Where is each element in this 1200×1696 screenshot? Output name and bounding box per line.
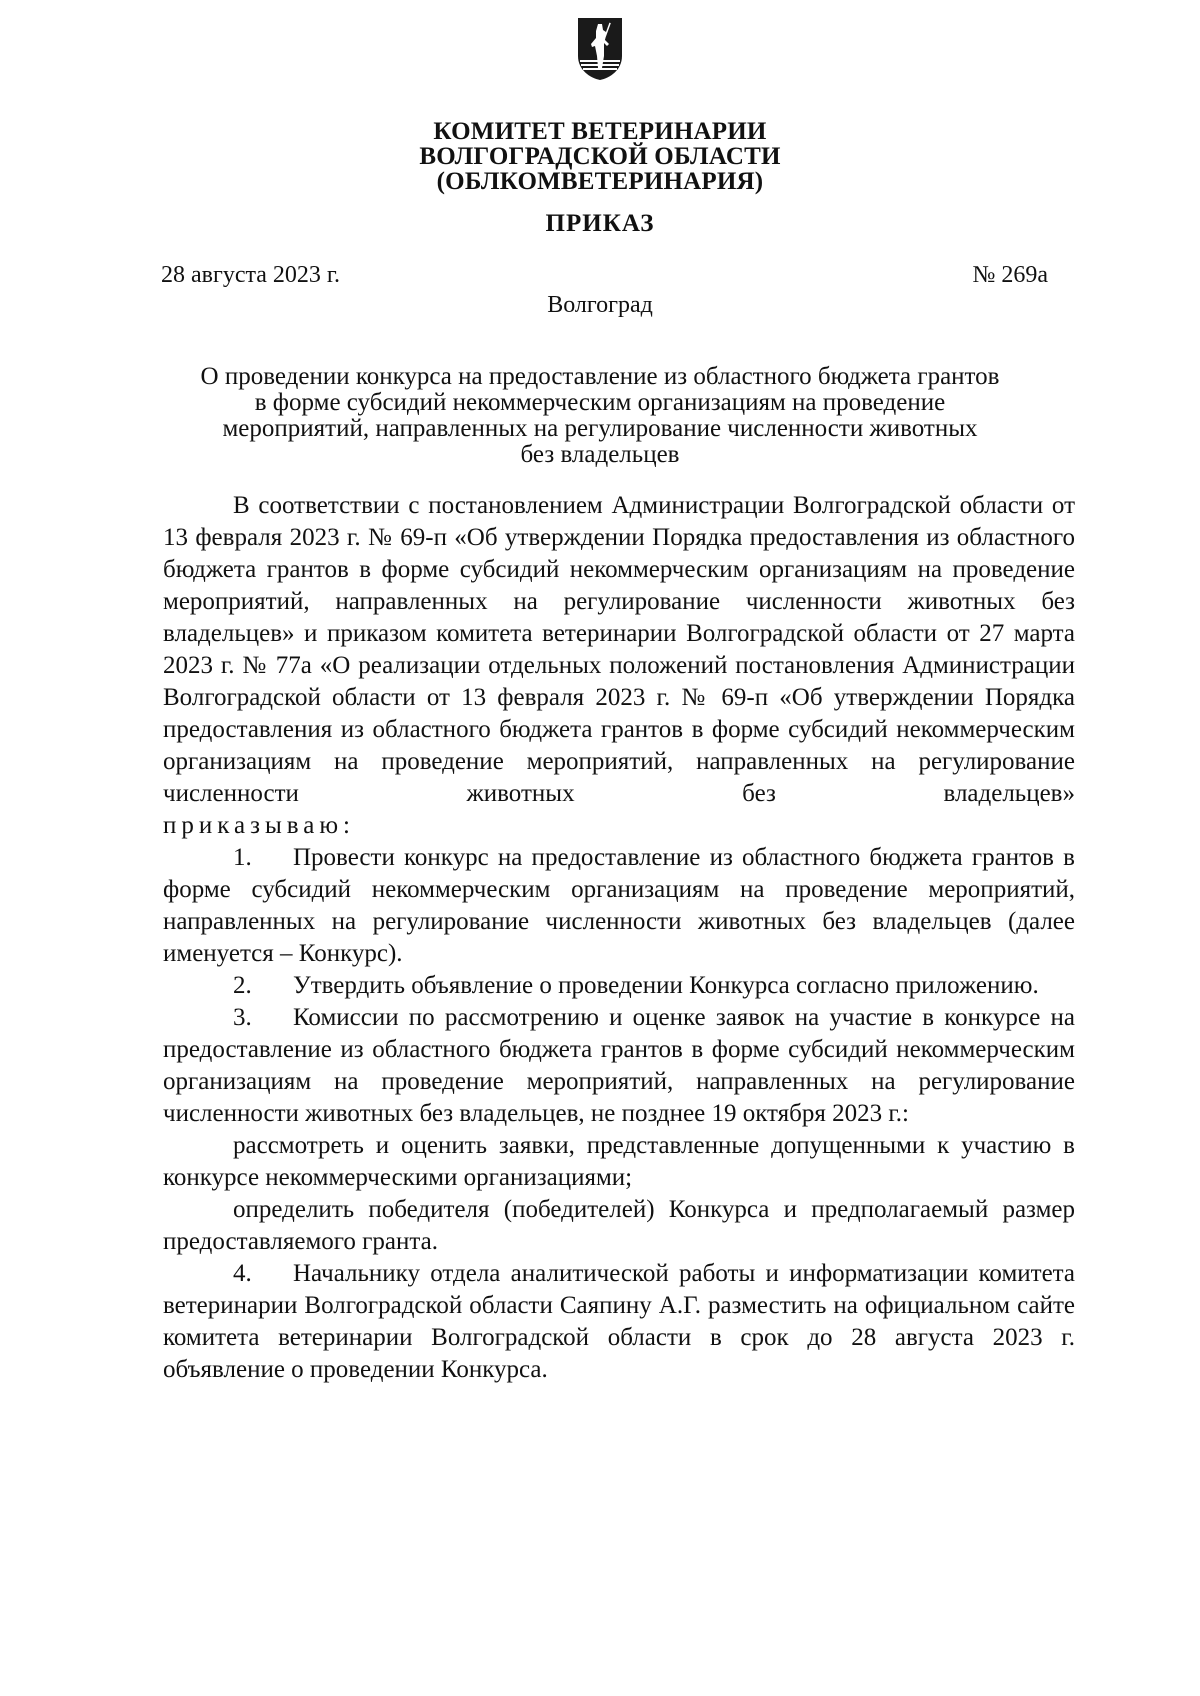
item-number: 4. bbox=[233, 1260, 252, 1287]
title-line: в форме субсидий некоммерческим организациям на проведение bbox=[254, 389, 946, 416]
order-item-1 bbox=[163, 842, 1075, 970]
item-text: Начальнику отдела аналитической работы и информатизации комитета ветеринарии Волгоградской области Саяпину А.Г. разместить на официальном сайте комитета ветеринарии Волгоградской области в срок до 28 августа 2023 г. объявление о проведении Конкурса. bbox=[163, 1260, 1075, 1383]
document-type: ПРИКАЗ bbox=[545, 210, 655, 237]
organization-name-line-2: ВОЛГОГРАДСКОЙ ОБЛАСТИ bbox=[419, 143, 781, 170]
organization-abbreviation: (ОБЛКОМВЕТЕРИНАРИЯ) bbox=[436, 168, 764, 195]
document-number: № 269а bbox=[972, 262, 1048, 288]
document-city: Волгоград bbox=[547, 292, 653, 318]
item-number: 1. bbox=[233, 844, 252, 871]
item-number: 2. bbox=[233, 972, 252, 999]
document-body bbox=[163, 490, 1075, 1386]
title-line: мероприятий, направленных на регулирование численности животных bbox=[222, 415, 978, 442]
sub-item: рассмотреть и оценить заявки, представленные допущенными к участию в конкурсе некоммерческими организациями; bbox=[163, 1132, 1075, 1191]
coat-of-arms-icon bbox=[576, 16, 624, 82]
item-text: Утвердить объявление о проведении Конкурса согласно приложению. bbox=[293, 972, 1039, 999]
title-line: О проведении конкурса на предоставление из областного бюджета грантов bbox=[200, 363, 1000, 390]
item-text: Провести конкурс на предоставление из областного бюджета грантов в форме субсидий некоммерческим организациям на проведение мероприятий, направленных на регулирование численности животных без владельцев (далее именуется – Конкурс). bbox=[163, 844, 1075, 967]
preamble-paragraph: В соответствии с постановлением Администрации Волгоградской области от 13 февраля 2023 г. № 69-п «Об утверждении Порядка предоставления из областного бюджета грантов в форме субсидий некоммерческим организациям на проведение мероприятий, направленных на регулирование численности животных без владельцев» и приказом комитета ветеринарии Волгоградской области от 27 марта 2023 г. № 77а «О реализации отдельных положений постановления Администрации Волгоградской области от 13 февраля 2023 г. № 69-п «Об утверждении Порядка предоставления из областного бюджета грантов в форме субсидий некоммерческим организациям на проведение мероприятий, направленных на регулирование численности животных без владельцев» bbox=[163, 492, 1075, 807]
sub-item: определить победителя (победителей) Конкурса и предполагаемый размер предоставляемого гранта. bbox=[163, 1196, 1075, 1255]
order-item-4 bbox=[163, 1258, 1075, 1386]
order-word: приказываю: bbox=[163, 812, 355, 839]
order-item-2 bbox=[163, 970, 1075, 1002]
item-text: Комиссии по рассмотрению и оценке заявок на участие в конкурсе на предоставление из областного бюджета грантов в форме субсидий некоммерческим организациям на проведение мероприятий, направленных на регулирование численности животных без владельцев, не позднее 19 октября 2023 г.: bbox=[163, 1004, 1075, 1127]
document-date: 28 августа 2023 г. bbox=[161, 262, 341, 288]
item-number: 3. bbox=[233, 1004, 252, 1031]
title-line: без владельцев bbox=[520, 441, 680, 468]
order-item-3 bbox=[163, 1002, 1075, 1130]
document-title bbox=[150, 364, 1050, 468]
organization-name-line-1: КОМИТЕТ ВЕТЕРИНАРИИ bbox=[433, 118, 767, 145]
